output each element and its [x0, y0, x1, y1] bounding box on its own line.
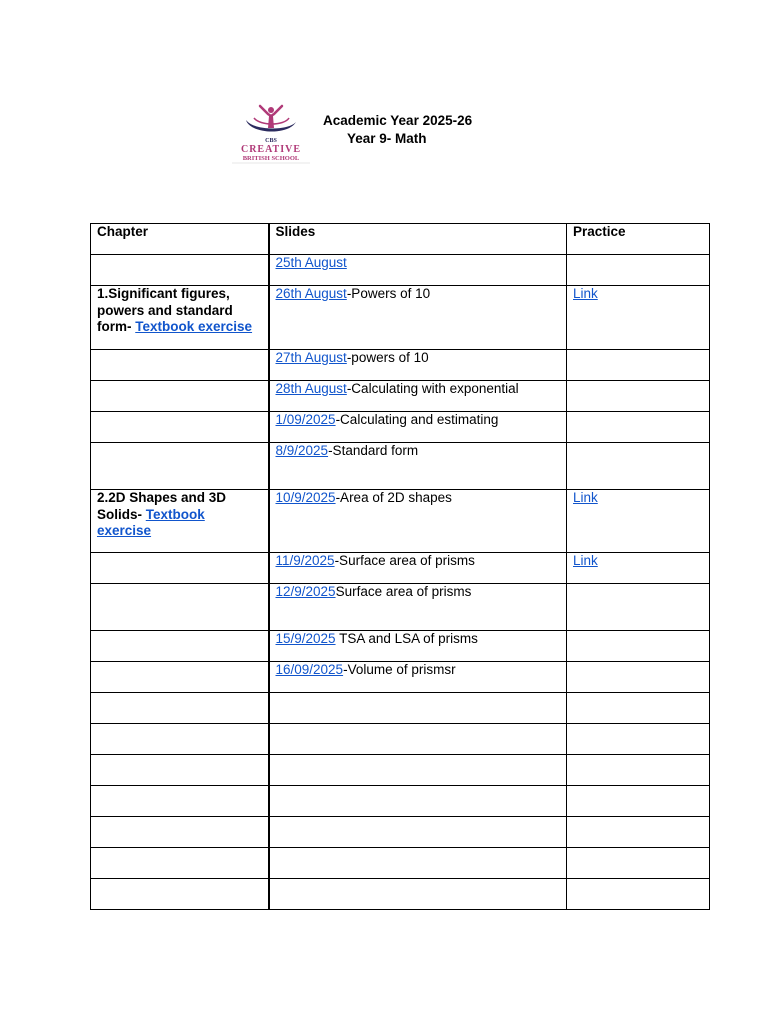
- chapter-cell: [91, 286, 269, 350]
- chapter-cell: [91, 662, 269, 693]
- slides-cell: [269, 553, 567, 584]
- slide-link[interactable]: 1/09/2025: [275, 412, 336, 427]
- chapter-cell: [91, 490, 269, 553]
- slide-topic: TSA and LSA of prisms: [335, 631, 478, 646]
- chapter-cell: [91, 584, 269, 631]
- slide-link[interactable]: 8/9/2025: [275, 443, 329, 458]
- slide-topic: -Calculating and estimating: [335, 412, 499, 427]
- textbook-exercise-link[interactable]: Textbook exercise: [97, 506, 205, 538]
- practice-cell: [567, 631, 710, 662]
- school-logo: [226, 104, 316, 166]
- practice-cell: [567, 553, 710, 584]
- table-row: [91, 350, 710, 381]
- table-row: [91, 443, 710, 490]
- slides-cell: [269, 286, 567, 350]
- practice-cell: [567, 584, 710, 631]
- slides-cell: [269, 755, 567, 786]
- empty-table-row: [91, 848, 710, 879]
- chapter-cell: [91, 381, 269, 412]
- table-row: [91, 631, 710, 662]
- slide-topic: -powers of 10: [346, 350, 429, 365]
- practice-cell: [567, 817, 710, 848]
- empty-table-row: [91, 879, 710, 910]
- empty-table-row: [91, 724, 710, 755]
- chapter-cell: [91, 693, 269, 724]
- empty-table-row: [91, 755, 710, 786]
- table-row: [91, 255, 710, 286]
- document-header: [323, 112, 472, 148]
- slide-topic: -Surface area of prisms: [334, 553, 475, 568]
- practice-link[interactable]: Link: [573, 490, 598, 505]
- slide-link[interactable]: 11/9/2025: [275, 553, 335, 568]
- chapter-cell: [91, 879, 269, 910]
- table-row: [91, 381, 710, 412]
- practice-cell: [567, 255, 710, 286]
- slide-topic: Surface area of prisms: [335, 584, 472, 599]
- logo-initials: CBS: [265, 138, 277, 144]
- chapter-cell: [91, 631, 269, 662]
- chapter-cell: [91, 350, 269, 381]
- practice-cell: [567, 848, 710, 879]
- empty-table-row: [91, 817, 710, 848]
- slides-cell: [269, 848, 567, 879]
- schedule-table: [90, 223, 710, 910]
- practice-cell: [567, 412, 710, 443]
- practice-cell: [567, 879, 710, 910]
- slide-topic: -Calculating with exponential: [346, 381, 519, 396]
- chapter-cell: [91, 443, 269, 490]
- logo-name-line1: CREATIVE: [240, 144, 302, 155]
- header-slides: Slides: [269, 224, 567, 255]
- slide-link[interactable]: 16/09/2025: [275, 662, 344, 677]
- chapter-cell: [91, 755, 269, 786]
- table-header-row: [91, 224, 710, 255]
- slides-cell: [269, 817, 567, 848]
- practice-cell: [567, 350, 710, 381]
- practice-cell: [567, 286, 710, 350]
- slide-topic: -Standard form: [328, 443, 419, 458]
- slide-topic: -Area of 2D shapes: [335, 490, 452, 505]
- slides-cell: [269, 490, 567, 553]
- chapter-cell: [91, 817, 269, 848]
- slides-cell: [269, 631, 567, 662]
- slides-cell: [269, 350, 567, 381]
- chapter-cell: [91, 255, 269, 286]
- slide-link[interactable]: 25th August: [275, 255, 347, 270]
- header-chapter: Chapter: [91, 224, 269, 255]
- slides-cell: [269, 724, 567, 755]
- chapter-cell: [91, 553, 269, 584]
- practice-cell: [567, 490, 710, 553]
- empty-table-row: [91, 786, 710, 817]
- table-row: [91, 553, 710, 584]
- academic-year-title: Academic Year 2025-26: [323, 113, 473, 128]
- table-row: [91, 584, 710, 631]
- slide-link[interactable]: 10/9/2025: [275, 490, 336, 505]
- practice-link[interactable]: Link: [573, 553, 598, 568]
- slide-link[interactable]: 26th August: [275, 286, 347, 301]
- practice-cell: [567, 755, 710, 786]
- slides-cell: [269, 443, 567, 490]
- slide-link[interactable]: 15/9/2025: [275, 631, 336, 646]
- practice-cell: [567, 443, 710, 490]
- empty-table-row: [91, 693, 710, 724]
- slides-cell: [269, 693, 567, 724]
- chapter-title: 1.Significant figures, powers and standard form-: [97, 286, 233, 334]
- slide-link[interactable]: 12/9/2025: [275, 584, 336, 599]
- chapter-cell: [91, 724, 269, 755]
- table-row: [91, 412, 710, 443]
- slides-cell: [269, 662, 567, 693]
- slides-cell: [269, 381, 567, 412]
- table-row: [91, 286, 710, 350]
- practice-cell: [567, 693, 710, 724]
- practice-cell: [567, 786, 710, 817]
- slides-cell: [269, 786, 567, 817]
- slide-link[interactable]: 28th August: [275, 381, 347, 396]
- practice-cell: [567, 724, 710, 755]
- chapter-cell: [91, 848, 269, 879]
- year-subject-title: Year 9- Math: [347, 131, 427, 146]
- table-row: [91, 490, 710, 553]
- slides-cell: [269, 255, 567, 286]
- slides-cell: [269, 584, 567, 631]
- chapter-title: 2.2D Shapes and 3D Solids-: [97, 490, 227, 522]
- chapter-cell: [91, 412, 269, 443]
- school-logo-graphic: [226, 104, 316, 166]
- textbook-exercise-link[interactable]: Textbook exercise: [135, 319, 253, 334]
- slide-link[interactable]: 27th August: [275, 350, 347, 365]
- practice-cell: [567, 381, 710, 412]
- slide-topic: -Powers of 10: [346, 286, 431, 301]
- chapter-cell: [91, 786, 269, 817]
- logo-name-line2: BRITISH SCHOOL: [242, 155, 300, 162]
- header-practice: Practice: [567, 224, 710, 255]
- table-row: [91, 662, 710, 693]
- practice-link[interactable]: Link: [573, 286, 598, 301]
- slides-cell: [269, 412, 567, 443]
- slides-cell: [269, 879, 567, 910]
- practice-cell: [567, 662, 710, 693]
- slide-topic: -Volume of prismsr: [343, 662, 456, 677]
